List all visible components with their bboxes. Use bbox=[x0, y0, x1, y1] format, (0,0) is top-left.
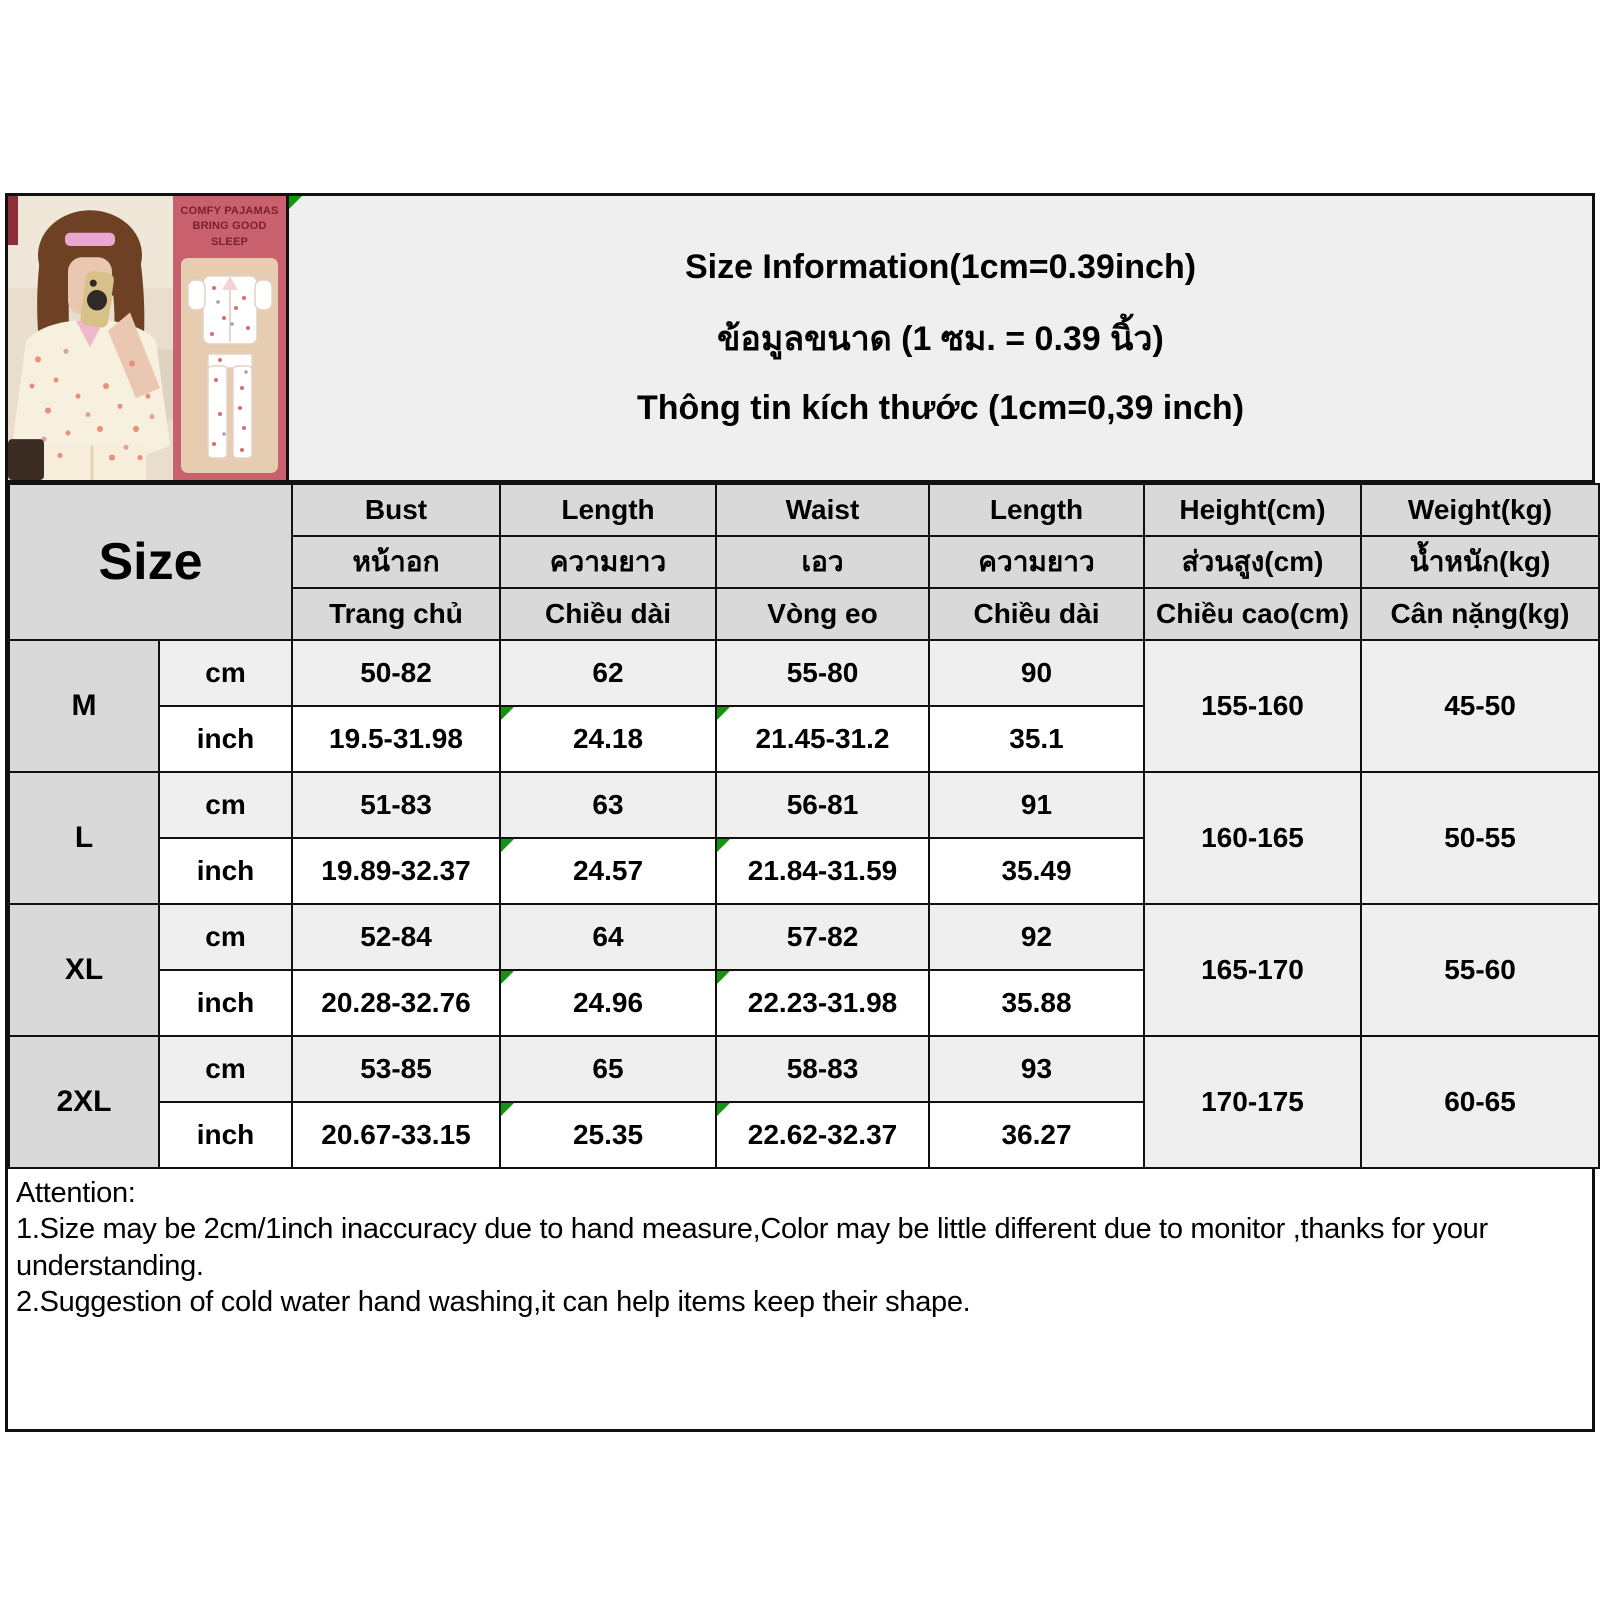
model-selfie-illustration bbox=[8, 196, 173, 480]
row-size-xl: XL bbox=[9, 904, 159, 1036]
size-chart-sheet bbox=[5, 193, 1595, 1432]
cell-m-inch-length1: 24.18 bbox=[500, 706, 716, 772]
cell-2xl-cm-length2: 93 bbox=[929, 1036, 1144, 1102]
cell-xl-cm-waist: 57-82 bbox=[716, 904, 929, 970]
cell-flag-icon bbox=[717, 839, 730, 852]
cell-l-inch-bust: 19.89-32.37 bbox=[292, 838, 500, 904]
cell-l-inch-waist: 21.84-31.59 bbox=[716, 838, 929, 904]
header-length1-th: ความยาว bbox=[500, 536, 716, 588]
cell-l-cm-length1: 63 bbox=[500, 772, 716, 838]
cell-xl-inch-bust: 20.28-32.76 bbox=[292, 970, 500, 1036]
cell-2xl-weight: 60-65 bbox=[1361, 1036, 1599, 1168]
cell-xl-inch-waist: 22.23-31.98 bbox=[716, 970, 929, 1036]
cell-xl-cm-bust: 52-84 bbox=[292, 904, 500, 970]
header-bust-en: Bust bbox=[292, 484, 500, 536]
attention-note-1: 1.Size may be 2cm/1inch inaccuracy due to hand measure,Color may be little different due to monitor ,thanks for your understanding. bbox=[16, 1213, 1488, 1282]
model-selfie-photo bbox=[8, 196, 173, 480]
page-title-th: ข้อมูลขนาด (1 ซม. = 0.39 นิ้ว) bbox=[717, 320, 1164, 358]
header-bust-th: หน้าอก bbox=[292, 536, 500, 588]
cell-m-inch-waist: 21.45-31.2 bbox=[716, 706, 929, 772]
pink-headband bbox=[65, 233, 115, 246]
cell-m-cm-length1: 62 bbox=[500, 640, 716, 706]
cell-m-cm-length2: 90 bbox=[929, 640, 1144, 706]
cell-2xl-inch-length1: 25.35 bbox=[500, 1102, 716, 1168]
cell-xl-inch-length2: 35.88 bbox=[929, 970, 1144, 1036]
cell-l-cm-bust: 51-83 bbox=[292, 772, 500, 838]
cell-xl-height: 165-170 bbox=[1144, 904, 1361, 1036]
cell-flag-icon bbox=[717, 971, 730, 984]
cell-xl-inch-length1: 24.96 bbox=[500, 970, 716, 1036]
cell-flag-icon bbox=[501, 1103, 514, 1116]
cell-l-inch-length2: 35.49 bbox=[929, 838, 1144, 904]
cell-flag-icon bbox=[501, 707, 514, 720]
cell-flag-icon bbox=[501, 971, 514, 984]
promo-card-caption-line1: COMFY PAJAMAS bbox=[180, 205, 279, 217]
attention-section bbox=[8, 1169, 1592, 1429]
cell-l-cm-waist: 56-81 bbox=[716, 772, 929, 838]
cell-xl-cm-length2: 92 bbox=[929, 904, 1144, 970]
page-title-en: Size Information(1cm=0.39inch) bbox=[684, 248, 1197, 286]
cell-m-cm-bust: 50-82 bbox=[292, 640, 500, 706]
cell-flag-icon bbox=[717, 707, 730, 720]
cell-l-weight: 50-55 bbox=[1361, 772, 1599, 904]
cell-m-cm-waist: 55-80 bbox=[716, 640, 929, 706]
cell-flag-icon bbox=[289, 196, 302, 209]
cell-2xl-inch-length2: 36.27 bbox=[929, 1102, 1144, 1168]
cell-m-height: 155-160 bbox=[1144, 640, 1361, 772]
row-size-l: L bbox=[9, 772, 159, 904]
header-waist-en: Waist bbox=[716, 484, 929, 536]
unit-2xl-inch: inch bbox=[159, 1102, 292, 1168]
header-waist-vi: Vòng eo bbox=[716, 588, 929, 640]
cell-l-inch-length1: 24.57 bbox=[500, 838, 716, 904]
size-table bbox=[8, 483, 1600, 1169]
cell-2xl-cm-length1: 65 bbox=[500, 1036, 716, 1102]
cell-xl-weight: 55-60 bbox=[1361, 904, 1599, 1036]
header-waist-th: เอว bbox=[716, 536, 929, 588]
promo-card bbox=[173, 196, 286, 480]
header-bust-vi: Trang chủ bbox=[292, 588, 500, 640]
header-weight-en: Weight(kg) bbox=[1361, 484, 1599, 536]
cell-flag-icon bbox=[501, 839, 514, 852]
header-length2-th: ความยาว bbox=[929, 536, 1144, 588]
header-weight-th: น้ำหนัก(kg) bbox=[1361, 536, 1599, 588]
cell-l-cm-length2: 91 bbox=[929, 772, 1144, 838]
title-block bbox=[289, 196, 1592, 480]
cell-2xl-cm-bust: 53-85 bbox=[292, 1036, 500, 1102]
cell-flag-icon bbox=[717, 1103, 730, 1116]
promo-card-caption bbox=[178, 204, 281, 250]
header-height-vi: Chiều cao(cm) bbox=[1144, 588, 1361, 640]
page-title-vi: Thông tin kích thước (1cm=0,39 inch) bbox=[636, 389, 1245, 427]
cell-m-weight: 45-50 bbox=[1361, 640, 1599, 772]
cell-2xl-height: 170-175 bbox=[1144, 1036, 1361, 1168]
cell-2xl-inch-waist: 22.62-32.37 bbox=[716, 1102, 929, 1168]
row-size-m: M bbox=[9, 640, 159, 772]
header-length2-en: Length bbox=[929, 484, 1144, 536]
unit-2xl-cm: cm bbox=[159, 1036, 292, 1102]
header-length2-vi: Chiều dài bbox=[929, 588, 1144, 640]
row-size-2xl: 2XL bbox=[9, 1036, 159, 1168]
promo-card-caption-line2: BRING GOOD SLEEP bbox=[192, 220, 267, 248]
unit-m-inch: inch bbox=[159, 706, 292, 772]
cell-m-inch-bust: 19.5-31.98 bbox=[292, 706, 500, 772]
cell-m-inch-length2: 35.1 bbox=[929, 706, 1144, 772]
product-photo bbox=[8, 196, 289, 480]
header-length1-vi: Chiều dài bbox=[500, 588, 716, 640]
header-height-th: ส่วนสูง(cm) bbox=[1144, 536, 1361, 588]
attention-note-2: 2.Suggestion of cold water hand washing,it can help items keep their shape. bbox=[16, 1285, 971, 1318]
pajama-set-thumbnail bbox=[181, 258, 278, 473]
header-weight-vi: Cân nặng(kg) bbox=[1361, 588, 1599, 640]
cell-2xl-cm-waist: 58-83 bbox=[716, 1036, 929, 1102]
cell-2xl-inch-bust: 20.67-33.15 bbox=[292, 1102, 500, 1168]
attention-heading: Attention: bbox=[16, 1177, 136, 1209]
size-corner-header: Size bbox=[9, 484, 292, 640]
unit-m-cm: cm bbox=[159, 640, 292, 706]
top-section bbox=[8, 196, 1592, 483]
pajama-shirt bbox=[188, 276, 272, 344]
unit-l-inch: inch bbox=[159, 838, 292, 904]
header-height-en: Height(cm) bbox=[1144, 484, 1361, 536]
unit-xl-cm: cm bbox=[159, 904, 292, 970]
cell-l-height: 160-165 bbox=[1144, 772, 1361, 904]
cell-xl-cm-length1: 64 bbox=[500, 904, 716, 970]
unit-l-cm: cm bbox=[159, 772, 292, 838]
pajama-set-illustration bbox=[184, 268, 276, 464]
unit-xl-inch: inch bbox=[159, 970, 292, 1036]
dark-bag bbox=[8, 439, 44, 480]
header-length1-en: Length bbox=[500, 484, 716, 536]
